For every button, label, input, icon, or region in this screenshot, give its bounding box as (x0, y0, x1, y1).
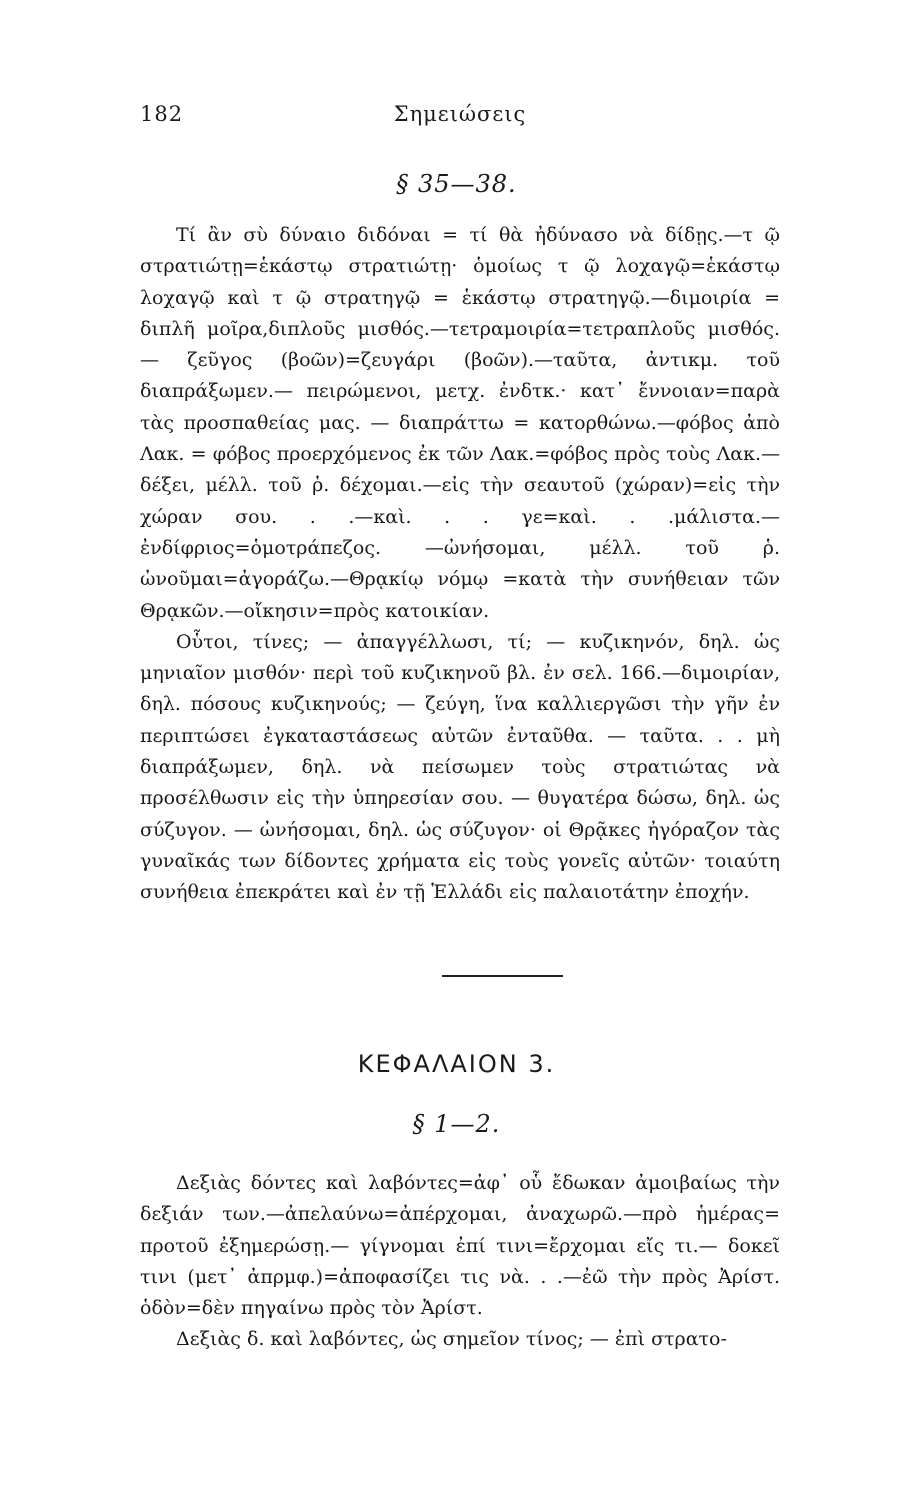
page-number: 182 (140, 102, 184, 126)
note-paragraph: Δεξιὰς δ. καὶ λαβόντες, ὡς σημεῖον τίνος; — ἐπὶ στρατο- (176, 1328, 727, 1351)
section-heading-1-2: § 1—2. (412, 1110, 501, 1138)
note-paragraph: Τί ἂν σὺ δύναιο διδόναι = τί θὰ ἠδύνασο νὰ δίδῃς.—τ ῷ στρατιώτῃ=ἑκάστῳ στρατιώτῃ· ὁμοίως τ ῷ λοχαγῷ=ἑκάστῳ λοχαγῷ καὶ τ ῷ στρατηγῷ = ἑκάστῳ στρατηγῷ.—διμοιρία = διπλῆ μοῖρα,διπλοῦς μισθός.—τετραμοιρία=τετραπλοῦς μισθός.— ζεῦγος (βοῶν)=ζευγάρι (βοῶν).—ταῦτα, ἀντικμ. τοῦ διαπράξωμεν.— πειρώμενοι, μετχ. ἐνδτκ.· κατ᾽ ἔννοιαν=παρὰ τὰς προσπαθείας μας. — διαπράττω = κατορθώνω.—φόβος ἀπὸ Λακ. = φόβος προερχόμενος ἐκ τῶν Λακ.=φόβος πρὸς τοὺς Λακ.—δέξει, μέλλ. τοῦ ῥ. δέχομαι.—εἰς τὴν σεαυτοῦ (χώραν)=εἰς τὴν χώραν σου. . .—καὶ. . . γε=καὶ. . .μάλιστα.—ἐνδίφριος=ὁμοτράπεζος. —ὠνήσομαι, μέλλ. τοῦ ῥ. ὠνοῦμαι=ἀγοράζω.—Θρᾳκίῳ νόμῳ =κατὰ τὴν συνήθειαν τῶν Θρᾳκῶν.—οἴκησιν=πρὸς κατοικίαν. (140, 224, 780, 622)
running-head (140, 102, 780, 132)
notes-block-1-2 (140, 1168, 780, 1356)
notes-block-35-38 (140, 220, 780, 909)
chapter-heading: ΚΕΦΑΛΑΙΟΝ 3. (357, 1050, 556, 1078)
running-title: Σημειώσεις (393, 102, 527, 126)
note-paragraph: Οὗτοι, τίνες; — ἀπαγγέλλωσι, τί; — κυζικηνόν, δηλ. ὡς μηνιαῖον μισθόν· περὶ τοῦ κυζικηνοῦ βλ. ἐν σελ. 166.—διμοιρίαν, δηλ. πόσους κυζικηνούς; — ζεύγη, ἵνα καλλιεργῶσι τὴν γῆν ἐν περιπτώσει ἐγκαταστάσεως αὐτῶν ἐνταῦθα. — ταῦτα. . . μὴ διαπράξωμεν, δηλ. νὰ πείσωμεν τοὺς στρατιώτας νὰ προσέλθωσιν εἰς τὴν ὑπηρεσίαν σου. — θυγατέρα δώσω, δηλ. ὡς σύζυγον. — ὠνήσομαι, δηλ. ὡς σύζυγον· οἱ Θρᾷκες ἠγόραζον τὰς γυναῖκάς των δίδοντες χρήματα εἰς τοὺς γονεῖς αὐτῶν· τοιαύτη συνήθεια ἐπεκράτει καὶ ἐν τῇ Ἑλλάδι εἰς παλαιοτάτην ἐποχήν. (140, 630, 780, 904)
note-paragraph: Δεξιὰς δόντες καὶ λαβόντες=ἀφ᾽ οὗ ἔδωκαν ἀμοιβαίως τὴν δεξιάν των.—ἀπελαύνω=ἀπέρχομαι, ἀναχωρῶ.—πρὸ ἡμέρας= προτοῦ ἐξημερώσῃ.— γίγνομαι ἐπί τινι=ἔρχομαι εἴς τι.— δοκεῖ τινι (μετ᾽ ἀπρμφ.)=ἀποφασίζει τις νὰ. . .—ἐῶ τὴν πρὸς Ἀρίστ. ὁδὸν=δὲν πηγαίνω πρὸς τὸν Ἀρίστ. (140, 1172, 780, 1320)
section-heading-35-38: § 35—38. (396, 170, 517, 198)
section-divider (442, 975, 563, 977)
